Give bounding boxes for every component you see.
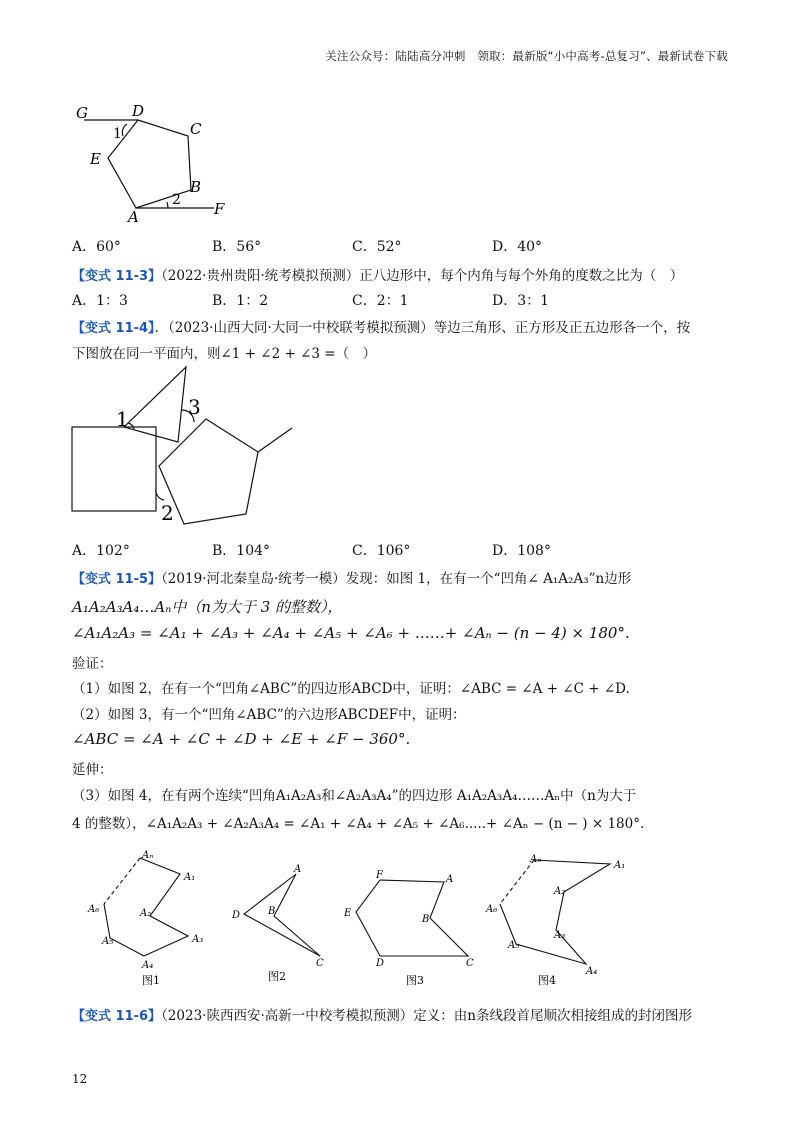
fig4-caption: 图4 bbox=[538, 974, 556, 987]
q3-question bbox=[72, 264, 683, 284]
pentagon-figure bbox=[72, 98, 242, 223]
q6-text: （2023·陕西西安·高新一中校考模拟预测）定义：由n条线段首尾顺次相接组成的封闭图形 bbox=[161, 1008, 692, 1024]
fig4-label-a5: A₅ bbox=[508, 940, 520, 951]
label-d: D bbox=[132, 102, 145, 120]
fig3-label-c: C bbox=[466, 958, 474, 969]
pentagon-extension bbox=[258, 428, 292, 452]
fig1-label-a6: A₆ bbox=[88, 904, 100, 915]
q4-tag: 【变式 11-4】 bbox=[72, 321, 155, 336]
angle2-arc bbox=[156, 488, 164, 500]
q5-line1: （2019·河北秦皇岛·统考一模）发现：如图 1，在有一个“凹角∠ A₁A₂A₃”n边形 bbox=[161, 571, 632, 587]
fig3-hexagon bbox=[356, 880, 468, 956]
fig1-label-a4: A₄ bbox=[142, 960, 154, 971]
label-f: F bbox=[214, 200, 225, 218]
label-b: B bbox=[190, 178, 202, 196]
q4-option-d: D．108° bbox=[492, 543, 551, 559]
fig2-label-c: C bbox=[316, 958, 324, 969]
q4-option-c: C．106° bbox=[352, 543, 411, 559]
shapes-figure bbox=[70, 364, 300, 530]
label-g: G bbox=[76, 104, 88, 122]
label-angle2: 2 bbox=[161, 501, 174, 525]
q5-line5: （1）如图 2，在有一个“凹角∠ABC”的四边形ABCD中，证明：∠ABC = ∠A + ∠C + ∠D. bbox=[72, 681, 630, 697]
fig4-label-a4: A₄ bbox=[586, 966, 598, 977]
q3-option-d: D．3：1 bbox=[492, 293, 550, 309]
fig2-label-b: B bbox=[268, 906, 276, 917]
label-a: A bbox=[128, 208, 139, 223]
q3-option-a: A．1：3 bbox=[72, 293, 128, 309]
fig4-dashed-edge bbox=[500, 860, 534, 904]
q6-question bbox=[72, 1004, 692, 1024]
fig3-label-b: B bbox=[422, 914, 430, 925]
q5-line9: （3）如图 4，在有两个连续“凹角A₁A₂A₃和∠A₂A₃A₄”的四边形 A₁A₂A₃A₄……Aₙ中（n为大于 bbox=[72, 788, 637, 804]
q2-option-b: B．56° bbox=[212, 239, 262, 255]
q4-option-a: A．102° bbox=[72, 543, 130, 559]
fig1-label-a3: A₃ bbox=[192, 934, 204, 945]
label-angle1: 1 bbox=[116, 407, 129, 431]
fig1-label-an: Aₙ bbox=[142, 850, 154, 861]
q4-question bbox=[72, 316, 690, 336]
q5-line7: ∠ABC = ∠A + ∠C + ∠D + ∠E + ∠F − 360°. bbox=[72, 730, 411, 748]
fig1-label-a2: A₂ bbox=[140, 908, 152, 919]
q4-text: ．（2023·山西大同·大同一中校联考模拟预测）等边三角形、正方形及正五边形各一个，按 bbox=[154, 320, 691, 336]
q3-option-b: B．1：2 bbox=[212, 293, 269, 309]
fig1-polygon bbox=[104, 858, 188, 956]
page-header: 关注公众号：陆陆高分冲刺 领取：最新版“小中高考-总复习”、最新试卷下载 bbox=[325, 49, 728, 63]
fig1-dashed-edge bbox=[104, 858, 140, 904]
q3-option-c: C．2：1 bbox=[352, 293, 409, 309]
q5-line10: 4 的整数），∠A₁A₂A₃ + ∠A₂A₃A₄ = ∠A₁ + ∠A₄ + ∠A₅ + ∠A₆.....+ ∠Aₙ − (n − ) × 180°. bbox=[72, 816, 645, 832]
q4-option-b: B．104° bbox=[212, 543, 271, 559]
q2-option-a: A．60° bbox=[72, 239, 121, 255]
q5-line2: A₁A₂A₃A₄…Aₙ中（n为大于 3 的整数）， bbox=[72, 598, 343, 616]
q5-line3: ∠A₁A₂A₃ = ∠A₁ + ∠A₃ + ∠A₄ + ∠A₅ + ∠A₆ + ……+ ∠Aₙ − (n − 4) × 180°. bbox=[72, 624, 630, 642]
fig2-label-d: D bbox=[232, 910, 241, 921]
label-c: C bbox=[190, 120, 202, 138]
fig4-label-a2: A₂ bbox=[554, 886, 566, 897]
fig3-caption: 图3 bbox=[406, 974, 424, 987]
q5-tag: 【变式 11-5】 bbox=[72, 572, 162, 587]
label-angle3: 3 bbox=[188, 395, 201, 419]
q5-figures bbox=[80, 844, 640, 992]
label-angle1: 1 bbox=[113, 126, 122, 142]
page-number: 12 bbox=[72, 1072, 88, 1086]
label-angle2: 2 bbox=[172, 192, 181, 208]
q5-question bbox=[72, 567, 631, 587]
q2-option-c: C．52° bbox=[352, 239, 402, 255]
fig1-label-a1: A₁ bbox=[184, 872, 196, 883]
q2-option-d: D．40° bbox=[492, 239, 543, 255]
fig2-quadrilateral bbox=[244, 874, 320, 956]
fig2-label-a: A bbox=[294, 864, 302, 875]
fig4-label-a1: A₁ bbox=[614, 860, 626, 871]
fig1-caption: 图1 bbox=[142, 974, 160, 987]
fig2-caption: 图2 bbox=[268, 970, 286, 983]
square bbox=[72, 427, 156, 511]
fig3-label-a: A bbox=[446, 874, 454, 885]
q3-tag: 【变式 11-3】 bbox=[72, 269, 162, 284]
q4-text2: 下图放在同一平面内，则∠1 + ∠2 + ∠3 =（ ） bbox=[72, 346, 377, 362]
q5-line6: （2）如图 3，有一个“凹角∠ABC”的六边形ABCDEF中，证明： bbox=[72, 707, 466, 723]
fig4-label-an: Aₙ bbox=[530, 854, 542, 865]
q5-line8: 延伸： bbox=[72, 762, 113, 778]
label-e: E bbox=[90, 150, 101, 168]
fig3-label-f: F bbox=[376, 870, 383, 881]
fig3-label-e: E bbox=[344, 908, 352, 919]
fig1-label-a5: A₅ bbox=[102, 936, 114, 947]
triangle bbox=[124, 367, 186, 442]
fig3-label-d: D bbox=[376, 958, 385, 969]
fig4-label-a3: A₃ bbox=[554, 930, 566, 941]
q5-line4: 验证： bbox=[72, 656, 113, 672]
regular-pentagon bbox=[159, 419, 258, 524]
q6-tag: 【变式 11-6】 bbox=[72, 1009, 162, 1024]
fig4-label-a6: A₆ bbox=[486, 904, 498, 915]
angle2-arc bbox=[167, 202, 168, 208]
q3-text: （2022·贵州贵阳·统考模拟预测）正八边形中，每个内角与每个外角的度数之比为（ ） bbox=[161, 268, 684, 284]
